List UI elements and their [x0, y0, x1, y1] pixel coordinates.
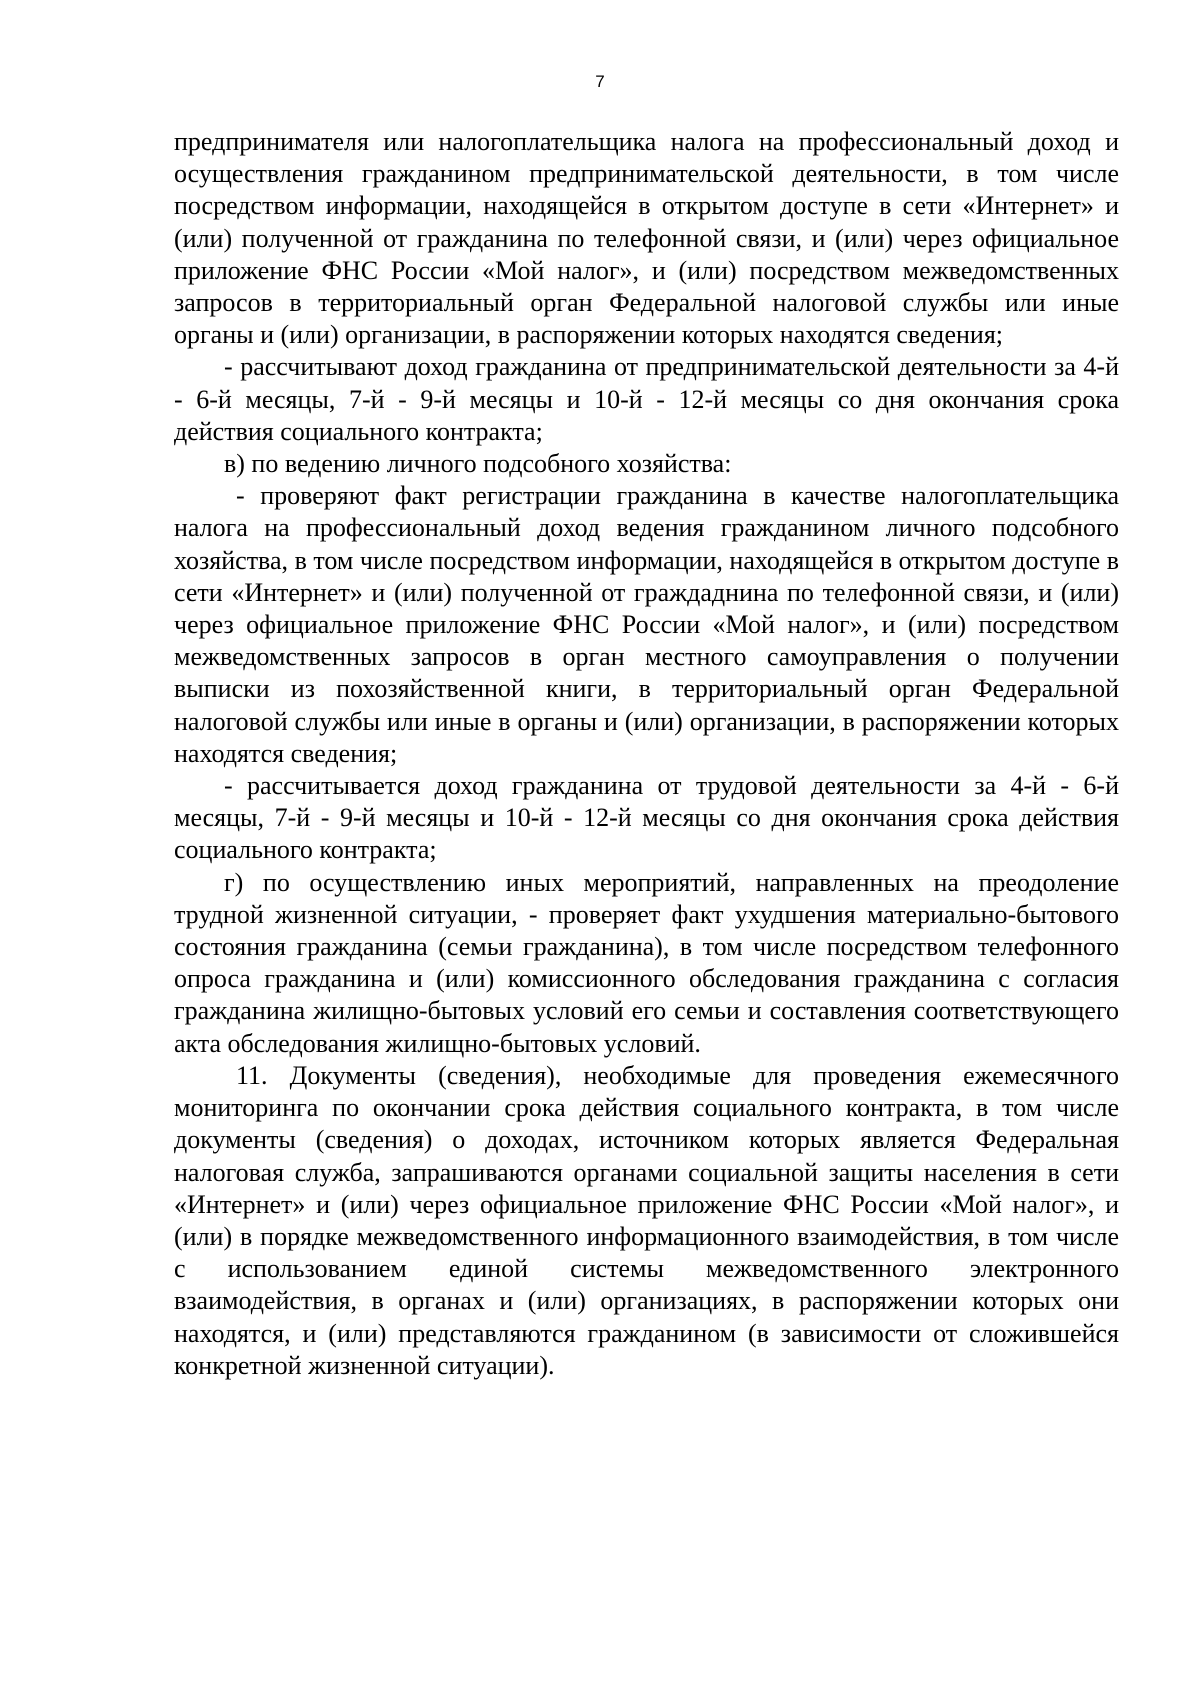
paragraph-income-calc-business: - рассчитывают доход гражданина от предпринимательской деятельности за 4-й - 6-й месяцы, 7-й - 9-й месяцы и 10-й - 12-й месяцы со дня окончания срока действия социального контракта; — [174, 352, 1119, 446]
paragraph-item-11: 11. Документы (сведения), необходимые для проведения ежемесячного мониторинга по окончании срока действия социального контракта, в том числе документы (сведения) о доходах, источником которых является Федеральная налоговая служба, запрашиваются органами социальной защиты населения в сети «Интернет» и (или) через официальное приложение ФНС России «Мой налог», и (или) в порядке межведомственного информационного взаимодействия, в том числе с использованием единой системы межведомственного электронного взаимодействия, в органах и (или) организациях, в распоряжении которых они находятся, и (или) представляются гражданином (в зависимости от сложившейся конкретной жизненной ситуации). — [174, 1060, 1119, 1380]
paragraph-continuation: предпринимателя или налогоплательщика налога на профессиональный доход и осуществления гражданином предпринимательской деятельности, в том числе посредством информации, находящейся в открытом доступе в сети «Интернет» и (или) полученной от гражданина по телефонной связи, и (или) через официальное приложение ФНС России «Мой налог», и (или) посредством межведомственных запросов в территориальный орган Федеральной налоговой службы или иные органы и (или) организации, в распоряжении которых находятся сведения; — [174, 127, 1119, 350]
paragraph-income-calc-labor: - рассчитывается доход гражданина от трудовой деятельности за 4-й - 6-й месяцы, 7-й - 9-й месяцы и 10-й - 12-й месяцы со дня окончания срока действия социального контракта; — [174, 771, 1119, 865]
paragraph-verify-registration: - проверяют факт регистрации гражданина в качестве налогоплательщика налога на профессиональный доход ведения гражданином личного подсобного хозяйства, в том числе посредством информации, находящейся в открытом доступе в сети «Интернет» и (или) полученной от граждаднина по телефонной связи, и (или) через официальное приложение ФНС России «Мой налог», и (или) посредством межведомственных запросов в орган местного самоуправления о получении выписки из похозяйственной книги, в территориальный орган Федеральной налоговой службы или иные в органы и (или) организации, в распоряжении которых находятся сведения; — [174, 481, 1119, 768]
document-body — [174, 126, 1119, 1382]
paragraph-subsidiary-farm-heading: в) по ведению личного подсобного хозяйства: — [224, 449, 732, 479]
page-number: 7 — [595, 72, 605, 91]
paragraph-other-measures: г) по осуществлению иных мероприятий, направленных на преодоление трудной жизненной ситуации, - проверяет факт ухудшения материально-бытового состояния гражданина (семьи гражданина), в том числе посредством телефонного опроса гражданина и (или) комиссионного обследования гражданина с согласия гражданина жилищно-бытовых условий его семьи и составления соответствующего акта обследования жилищно-бытовых условий. — [174, 867, 1119, 1058]
